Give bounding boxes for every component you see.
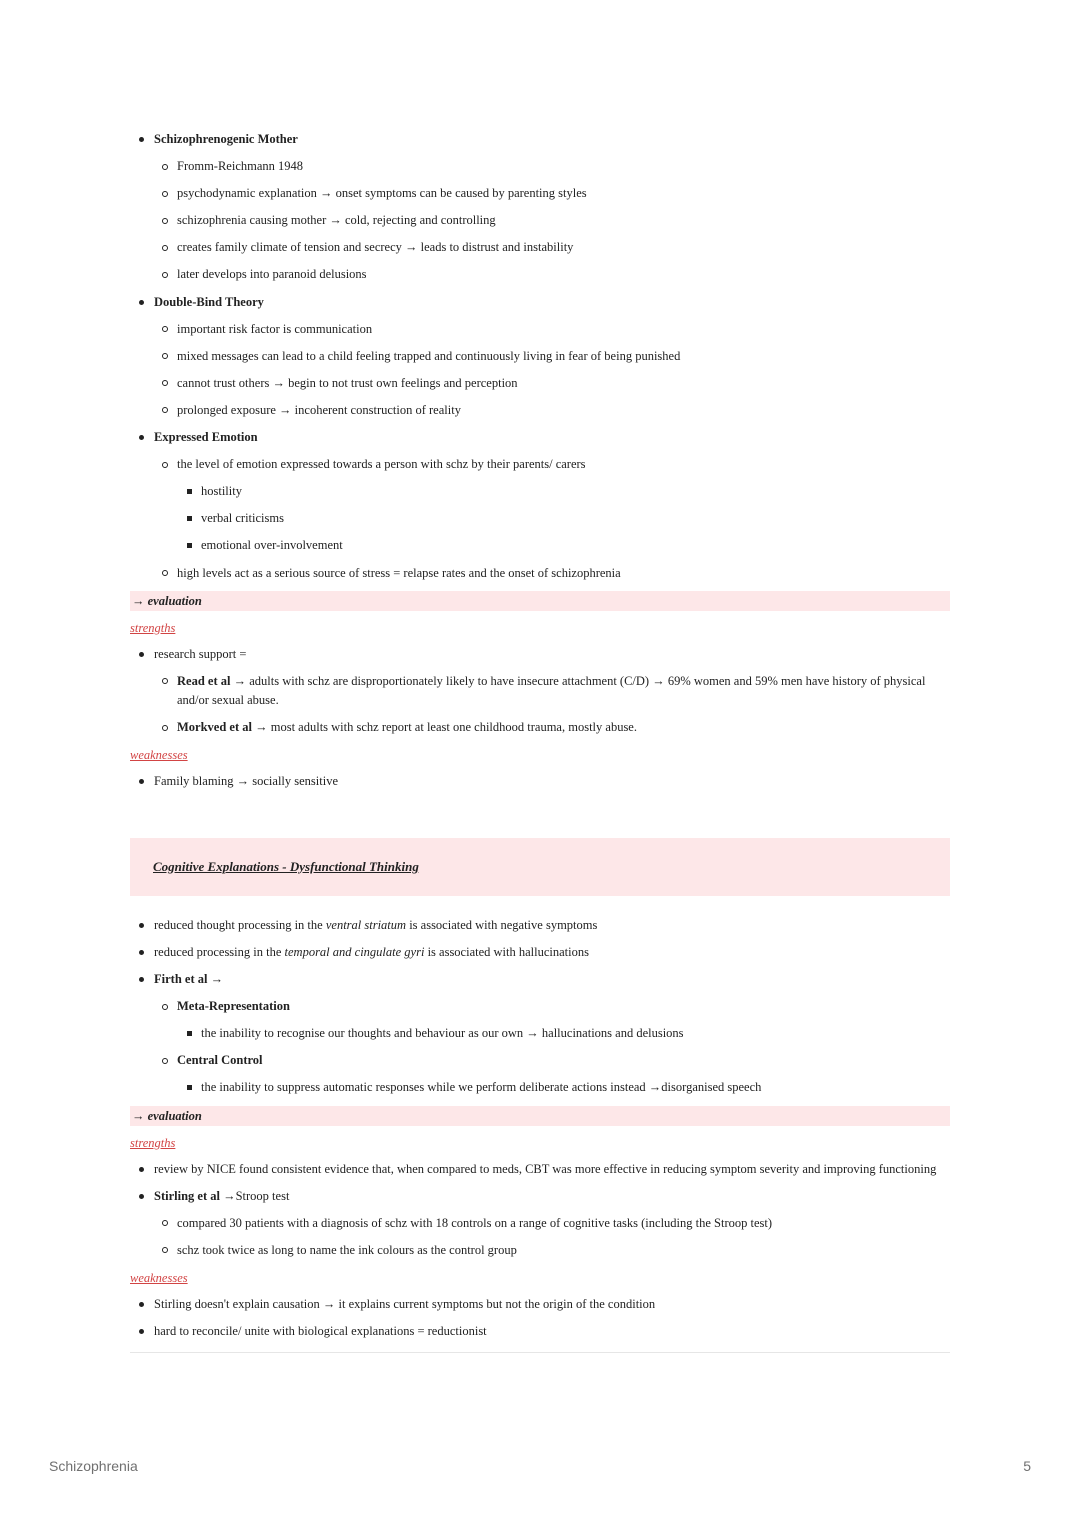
list-item: creates family climate of tension and secrecy → leads to distrust and instability xyxy=(130,238,950,258)
cognitive-callout xyxy=(130,838,950,896)
study-text: → adults with schz are disproportionately likely to have insecure attachment (C/D) → 69% women and 59% men have history of physical and/or sexual abuse. xyxy=(177,673,926,708)
list-item: review by NICE found consistent evidence that, when compared to meds, CBT was more effective in reducing symptom severity and improving functioning xyxy=(130,1160,950,1180)
family-strengths-list xyxy=(130,645,950,738)
strengths-label: strengths xyxy=(130,620,176,635)
study-name: Morkved et al xyxy=(177,720,252,735)
list-item xyxy=(130,970,950,990)
list-item: compared 30 patients with a diagnosis of schz with 18 controls on a range of cognitive tasks (including the Stroop test) xyxy=(130,1214,950,1234)
strengths-label: strengths xyxy=(130,1135,176,1150)
list-item xyxy=(130,943,950,963)
list-item: emotional over-involvement xyxy=(130,536,950,556)
list-item: the inability to suppress automatic responses while we perform deliberate actions instead →disorganised speech xyxy=(130,1078,950,1098)
list-item: prolonged exposure → incoherent construction of reality xyxy=(130,401,950,421)
text: is associated with negative symptoms xyxy=(406,917,598,932)
page-number: 5 xyxy=(1023,1458,1031,1474)
subheading: Central Control xyxy=(177,1053,263,1068)
cognitive-strengths-list xyxy=(130,1160,950,1261)
emphasis-text: temporal and cingulate gyri xyxy=(284,944,425,959)
list-item xyxy=(130,997,950,1017)
list-item: high levels act as a serious source of stress = relapse rates and the onset of schizophrenia xyxy=(130,564,950,584)
list-item: schz took twice as long to name the ink colours as the control group xyxy=(130,1241,950,1261)
list-item: psychodynamic explanation → onset symptoms can be caused by parenting styles xyxy=(130,184,950,204)
list-item xyxy=(130,1187,950,1207)
study-text: → most adults with schz report at least one childhood trauma, mostly abuse. xyxy=(251,720,637,735)
list-item xyxy=(130,916,950,936)
text: reduced thought processing in the xyxy=(154,917,326,932)
list-item xyxy=(130,130,950,150)
study-name: Read et al xyxy=(177,673,231,688)
list-item xyxy=(130,293,950,313)
text: is associated with hallucinations xyxy=(424,944,589,959)
callout-title: Cognitive Explanations - Dysfunctional Thinking xyxy=(153,858,419,874)
cognitive-weaknesses-list xyxy=(130,1295,950,1342)
study-name: Stirling et al xyxy=(154,1188,220,1203)
weaknesses-label: weaknesses xyxy=(130,748,188,763)
list-item: verbal criticisms xyxy=(130,509,950,529)
section-heading: Double-Bind Theory xyxy=(154,294,264,309)
divider xyxy=(130,1352,950,1353)
list-item: cannot trust others → begin to not trust own feelings and perception xyxy=(130,374,950,394)
study-name: Firth et al → xyxy=(154,972,224,987)
list-item: hostility xyxy=(130,482,950,502)
subheading: Meta-Representation xyxy=(177,999,290,1014)
cognitive-list xyxy=(130,916,950,1098)
section-heading: Schizophrenogenic Mother xyxy=(154,132,298,146)
list-item xyxy=(130,428,950,448)
list-item: research support = xyxy=(130,645,950,665)
list-item xyxy=(130,718,950,738)
list-item: hard to reconcile/ unite with biological explanations = reductionist xyxy=(130,1322,950,1342)
page-content xyxy=(130,130,950,1353)
list-item: later develops into paranoid delusions xyxy=(130,265,950,285)
list-item xyxy=(130,672,950,711)
list-item: mixed messages can lead to a child feeling trapped and continuously living in fear of being punished xyxy=(130,347,950,367)
list-item: the inability to recognise our thoughts and behaviour as our own → hallucinations and delusions xyxy=(130,1024,950,1044)
list-item: the level of emotion expressed towards a person with schz by their parents/ carers xyxy=(130,455,950,475)
emphasis-text: ventral striatum xyxy=(325,917,407,932)
list-item: schizophrenia causing mother → cold, rejecting and controlling xyxy=(130,211,950,231)
list-item: Fromm-Reichmann 1948 xyxy=(130,157,950,177)
list-item: Family blaming → socially sensitive xyxy=(130,772,950,792)
list-item: important risk factor is communication xyxy=(130,320,950,340)
schizo-mother-section xyxy=(130,130,950,583)
list-item xyxy=(130,1051,950,1071)
family-weaknesses-list xyxy=(130,772,950,792)
evaluation-heading: → evaluation xyxy=(130,591,950,611)
study-text: →Stroop test xyxy=(219,1188,290,1203)
text: reduced processing in the xyxy=(154,944,285,959)
evaluation-heading: → evaluation xyxy=(130,1106,950,1126)
weaknesses-label: weaknesses xyxy=(130,1270,188,1285)
footer-title: Schizophrenia xyxy=(49,1458,138,1474)
section-heading: Expressed Emotion xyxy=(154,430,258,445)
list-item: Stirling doesn't explain causation → it explains current symptoms but not the origin of the condition xyxy=(130,1295,950,1315)
